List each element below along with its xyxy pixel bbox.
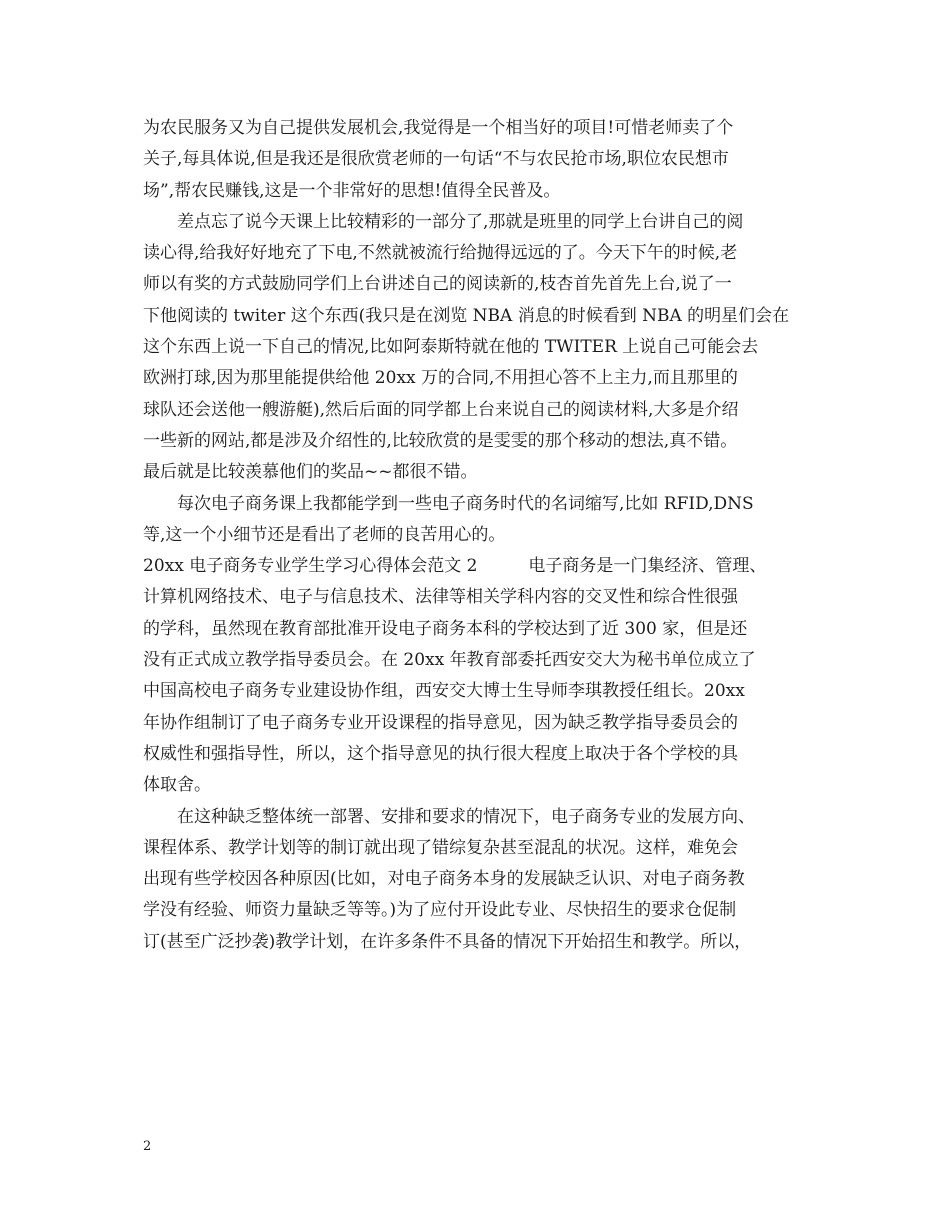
text-line: 在这种缺乏整体统一部署、安排和要求的情况下，电子商务专业的发展方向、 bbox=[143, 806, 755, 827]
text-line: 最后就是比较羡慕他们的奖品~~都很不错。 bbox=[143, 462, 478, 483]
text-line: 出现有些学校因各种原因(比如，对电子商务本身的发展缺乏认识、对电子商务教 bbox=[143, 869, 745, 890]
text-line: 20xx 电子商务专业学生学习心得体会范文 2 电子商务是一门集经济、管理、 bbox=[143, 556, 767, 577]
text-line: 下他阅读的 twiter 这个东西(我只是在浏览 NBA 消息的时候看到 NBA 的明星们会在 bbox=[143, 305, 790, 326]
text-line: 计算机网络技术、电子与信息技术、法律等相关学科内容的交叉性和综合性很强 bbox=[143, 587, 738, 608]
text-line: 球队还会送他一艘游艇),然后后面的同学都上台来说自己的阅读材料,大多是介绍 bbox=[143, 399, 739, 420]
text-line: 师以有奖的方式鼓励同学们上台讲述自己的阅读新的,枝杏首先首先上台,说了一 bbox=[143, 274, 732, 295]
text-line: 一些新的网站,都是涉及介绍性的,比较欣赏的是雯雯的那个移动的想法,真不错。 bbox=[143, 430, 738, 451]
text-line: 这个东西上说一下自己的情况,比如阿泰斯特就在他的 TWITER 上说自己可能会去 bbox=[143, 337, 759, 358]
text-line: 体取舍。 bbox=[143, 775, 211, 796]
text-line: 年协作组制订了电子商务专业开设课程的指导意见，因为缺乏教学指导委员会的 bbox=[143, 712, 738, 733]
text-line: 关子,每具体说,但是我还是很欣赏老师的一句话“不与农民抢市场,职位农民想市 bbox=[143, 149, 729, 170]
text-line: 场”,帮农民赚钱,这是一个非常好的思想!值得全民普及。 bbox=[143, 180, 561, 201]
text-line: 差点忘了说今天课上比较精彩的一部分了,那就是班里的同学上台讲自己的阅 bbox=[143, 211, 744, 232]
text-line: 欧洲打球,因为那里能提供给他 20xx 万的合同,不用担心答不上主力,而且那里的 bbox=[143, 368, 738, 389]
text-line: 中国高校电子商务专业建设协作组，西安交大博士生导师李琪教授任组长。20xx bbox=[143, 681, 745, 702]
text-line: 为农民服务又为自己提供发展机会,我觉得是一个相当好的项目!可惜老师卖了个 bbox=[143, 118, 734, 138]
text-line: 等,这一个小细节还是看出了老师的良苦用心的。 bbox=[143, 524, 506, 545]
text-line: 每次电子商务课上我都能学到一些电子商务时代的名词缩写,比如 RFID,DNS bbox=[143, 493, 754, 514]
document-body bbox=[143, 113, 823, 958]
text-line: 的学科，虽然现在教育部批准开设电子商务本科的学校达到了近 300 家，但是还 bbox=[143, 618, 748, 639]
text-line: 读心得,给我好好地充了下电,不然就被流行给抛得远远的了。今天下午的时候,老 bbox=[143, 243, 738, 264]
text-line: 订(甚至广泛抄袭)教学计划，在许多条件不具备的情况下开始招生和教学。所以， bbox=[143, 931, 752, 952]
text-line: 权威性和强指导性，所以，这个指导意见的执行很大程度上取决于各个学校的具 bbox=[143, 743, 738, 764]
text-line: 学没有经验、师资力量缺乏等等。)为了应付开设此专业、尽快招生的要求仓促制 bbox=[143, 900, 737, 921]
text-line: 课程体系、教学计划等的制订就出现了错综复杂甚至混乱的状况。这样，难免会 bbox=[143, 837, 738, 858]
text-line: 没有正式成立教学指导委员会。在 20xx 年教育部委托西安交大为秘书单位成立了 bbox=[143, 650, 756, 671]
page-number: 2 bbox=[143, 1139, 152, 1154]
